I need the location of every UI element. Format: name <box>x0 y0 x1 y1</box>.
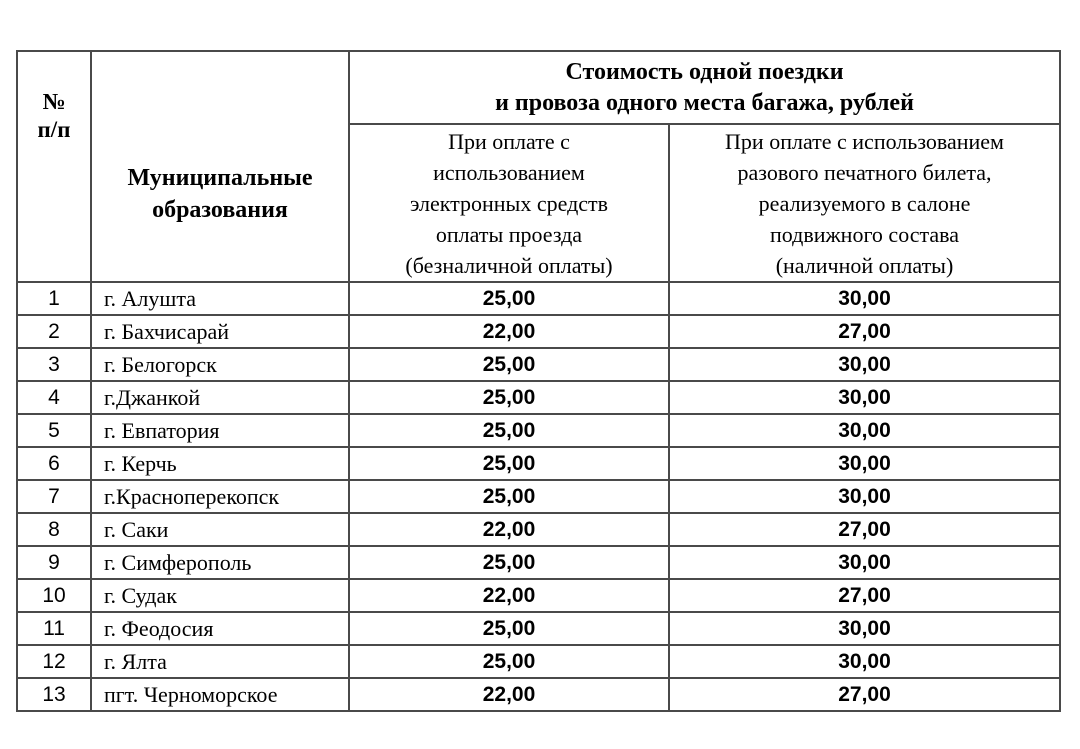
row-number: 2 <box>17 315 91 348</box>
cash-header-line2: разового печатного билета, <box>737 159 992 185</box>
cash-price: 27,00 <box>669 678 1060 711</box>
municipality-name: г.Джанкой <box>91 381 349 414</box>
cash-header-line4: подвижного состава <box>769 221 960 247</box>
table-row <box>17 645 1060 678</box>
header-cell-municipality <box>91 51 349 282</box>
cash-price: 27,00 <box>669 315 1060 348</box>
municipality-name: пгт. Черноморское <box>91 678 349 711</box>
table-row <box>17 282 1060 315</box>
header-no-line1: № <box>42 89 66 114</box>
table-row <box>17 579 1060 612</box>
municipality-name: г. Саки <box>91 513 349 546</box>
electronic-price: 25,00 <box>349 480 669 513</box>
municipality-name: г. Судак <box>91 579 349 612</box>
cash-header-line5: (наличной оплаты) <box>775 252 954 278</box>
electronic-price: 25,00 <box>349 348 669 381</box>
municipality-name: г.Красноперекопск <box>91 480 349 513</box>
row-number: 8 <box>17 513 91 546</box>
cost-title-line2: и провоза одного места багажа, рублей <box>495 89 914 116</box>
cash-header-line3: реализуемого в салоне <box>758 190 971 216</box>
cash-price: 30,00 <box>669 381 1060 414</box>
header-cell-electronic-payment <box>349 124 669 282</box>
row-number: 9 <box>17 546 91 579</box>
electronic-price: 25,00 <box>349 381 669 414</box>
fare-table <box>16 50 1061 712</box>
row-number: 7 <box>17 480 91 513</box>
header-municipality-line2: образования <box>152 197 288 223</box>
cash-price: 30,00 <box>669 282 1060 315</box>
header-cell-row-number <box>17 51 91 282</box>
electronic-header-line5: (безналичной оплаты) <box>405 252 613 278</box>
row-number: 4 <box>17 381 91 414</box>
electronic-header-line3: электронных средств <box>409 190 609 216</box>
electronic-price: 25,00 <box>349 447 669 480</box>
electronic-price: 25,00 <box>349 546 669 579</box>
municipality-name: г. Евпатория <box>91 414 349 447</box>
header-cell-cash-payment <box>669 124 1060 282</box>
cash-price: 30,00 <box>669 612 1060 645</box>
row-number: 12 <box>17 645 91 678</box>
cash-price: 27,00 <box>669 513 1060 546</box>
municipality-name: г. Ялта <box>91 645 349 678</box>
electronic-price: 25,00 <box>349 612 669 645</box>
cost-title-line1: Стоимость одной поездки <box>565 58 844 85</box>
municipality-name: г. Белогорск <box>91 348 349 381</box>
table-row <box>17 612 1060 645</box>
electronic-price: 25,00 <box>349 645 669 678</box>
cash-price: 27,00 <box>669 579 1060 612</box>
row-number: 5 <box>17 414 91 447</box>
electronic-price: 22,00 <box>349 678 669 711</box>
electronic-header-line4: оплаты проезда <box>435 221 583 247</box>
table-row <box>17 414 1060 447</box>
electronic-price: 25,00 <box>349 282 669 315</box>
electronic-header-line1: При оплате с <box>448 128 570 154</box>
header-municipality-line1: Муниципальные <box>127 165 313 191</box>
table-row <box>17 546 1060 579</box>
municipality-name: г. Алушта <box>91 282 349 315</box>
table-row <box>17 513 1060 546</box>
electronic-price: 25,00 <box>349 414 669 447</box>
electronic-price: 22,00 <box>349 513 669 546</box>
electronic-header-line2: использованием <box>433 159 585 185</box>
cash-price: 30,00 <box>669 480 1060 513</box>
municipality-name: г. Феодосия <box>91 612 349 645</box>
electronic-price: 22,00 <box>349 315 669 348</box>
municipality-name: г. Симферополь <box>91 546 349 579</box>
row-number: 1 <box>17 282 91 315</box>
cash-header-line1: При оплате с использованием <box>725 128 1004 154</box>
cash-price: 30,00 <box>669 348 1060 381</box>
table-row <box>17 480 1060 513</box>
table-row <box>17 381 1060 414</box>
table-row <box>17 447 1060 480</box>
header-cell-cost-title <box>349 51 1060 124</box>
row-number: 13 <box>17 678 91 711</box>
cash-price: 30,00 <box>669 414 1060 447</box>
electronic-price: 22,00 <box>349 579 669 612</box>
cash-price: 30,00 <box>669 447 1060 480</box>
row-number: 10 <box>17 579 91 612</box>
table-row <box>17 348 1060 381</box>
header-row-top <box>17 51 1060 124</box>
fare-document <box>16 50 1061 712</box>
municipality-name: г. Керчь <box>91 447 349 480</box>
cash-price: 30,00 <box>669 645 1060 678</box>
municipality-name: г. Бахчисарай <box>91 315 349 348</box>
table-row <box>17 315 1060 348</box>
header-no-line2: п/п <box>37 117 71 142</box>
cash-price: 30,00 <box>669 546 1060 579</box>
table-row <box>17 678 1060 711</box>
row-number: 6 <box>17 447 91 480</box>
row-number: 11 <box>17 612 91 645</box>
row-number: 3 <box>17 348 91 381</box>
